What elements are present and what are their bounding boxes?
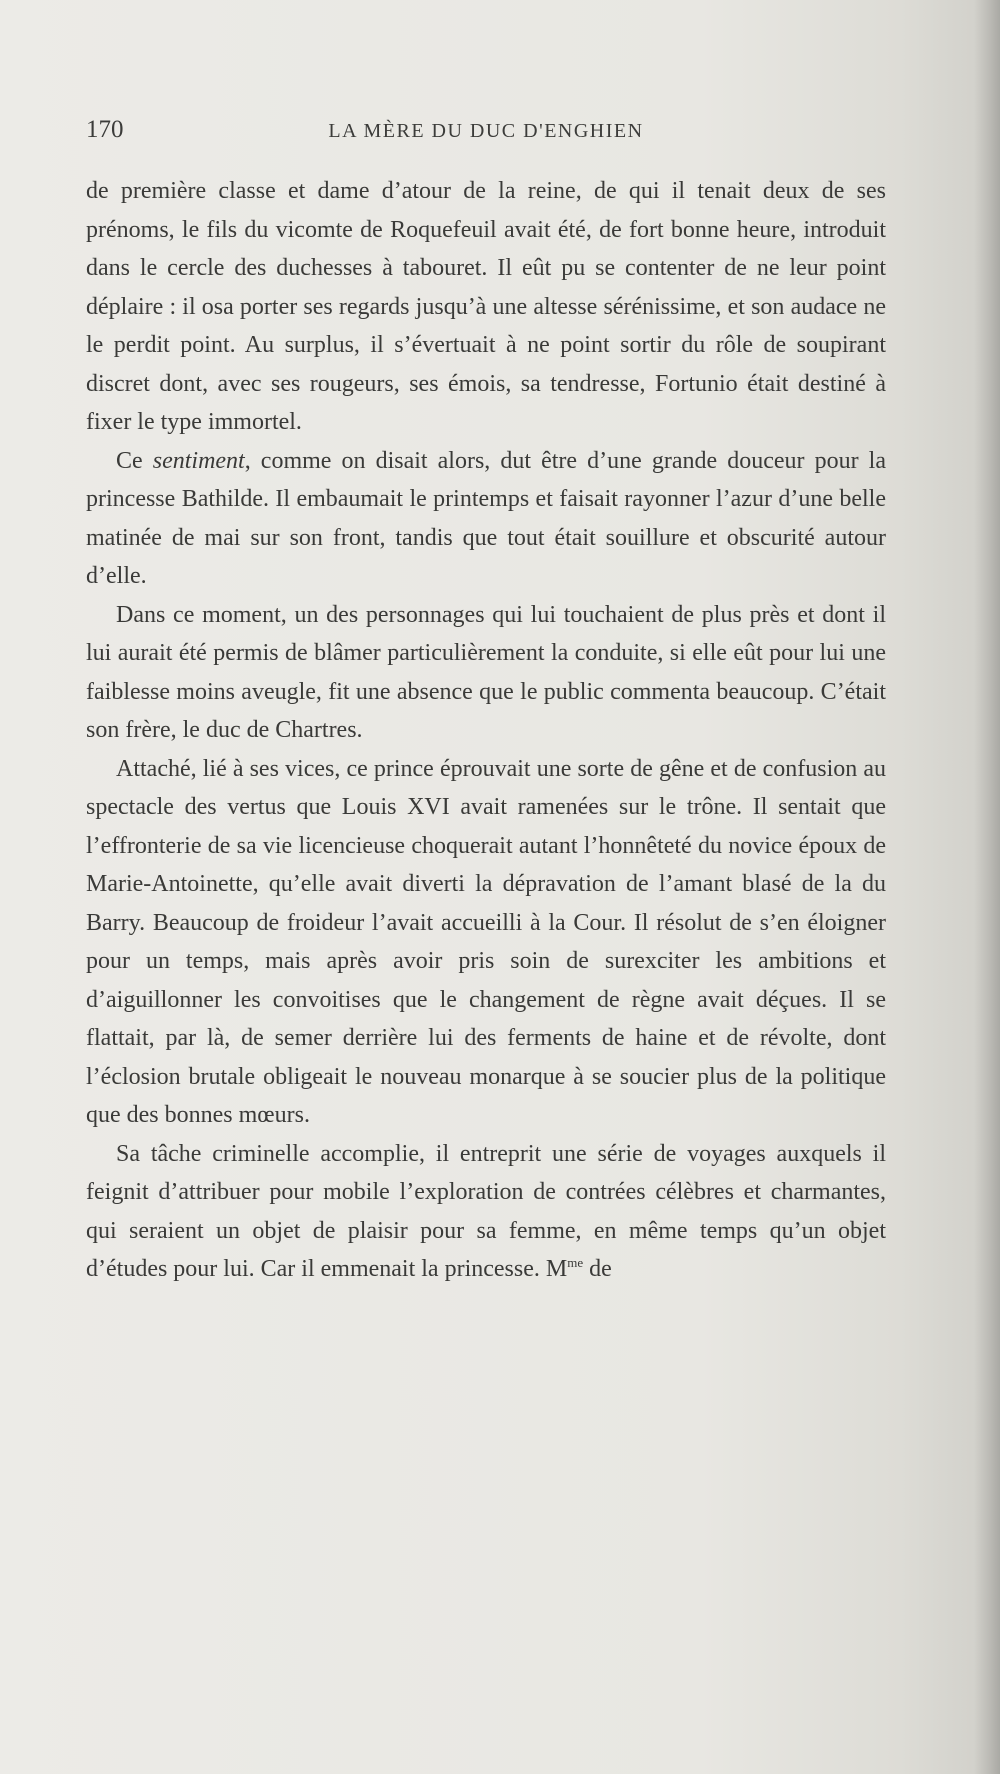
running-head: LA MÈRE DU DUC D'ENGHIEN — [328, 120, 644, 142]
italic-term: sentiment — [152, 447, 245, 474]
paragraph-text: Ce — [116, 447, 153, 474]
paragraph — [86, 442, 886, 596]
paragraph-text: Dans ce moment, un des personnages qui lui touchaient de plus près et dont il lui aurait été permis de blâmer particulièrement la conduite, si elle eût pour lui une faiblesse moins aveugle, fit une absence que le public commenta beaucoup. C’était son frère, le duc de Chartres. — [86, 601, 886, 743]
paragraph-text: Attaché, lié à ses vices, ce prince éprouvait une sorte de gêne et de confusion au spectacle des vertus que Louis XVI avait ramenées sur le trône. Il sentait que l’effronterie de sa vie licencieuse choquerait autant l’honnêteté du novice époux de Marie-Antoinette, qu’elle avait diverti la dépravation de l’amant blasé de la du Barry. Beaucoup de froideur l’avait accueilli à la Cour. Il résolut de s’en éloigner pour un temps, mais après avoir pris soin de surexciter les ambitions et d’aiguillonner les convoitises que le changement de règne avait déçues. Il se flattait, par là, de semer derrière lui des ferments de haine et de révolte, dont l’éclosion brutale obligeait le nouveau monarque à se soucier plus de la politique que des bonnes mœurs. — [86, 755, 886, 1128]
paragraph-text: , comme on disait alors, dut être d’une grande douceur pour la princesse Bathilde. Il embaumait le printemps et faisait rayonner l’azur d’une belle matinée de mai sur son front, tandis que tout était souillure et obscurité autour d’elle. — [86, 447, 886, 589]
paragraph-text: de — [583, 1256, 612, 1282]
paragraph-text: Sa tâche criminelle accomplie, il entreprit une série de voyages auxquels il feignit d’attribuer pour mobile l’exploration de contrées célèbres et charmantes, qui seraient un objet de plaisir pour sa femme, en même temps qu’un objet d’études pour lui. Car il emmenait la princesse. M — [86, 1140, 886, 1282]
paragraph — [86, 1135, 886, 1289]
page-header — [86, 116, 886, 156]
paragraph — [86, 596, 886, 750]
paragraph-text: de première classe et dame d’atour de la reine, de qui il tenait deux de ses prénoms, le fils du vicomte de Roquefeuil avait été, de fort bonne heure, introduit dans le cercle des duchesses à tabouret. Il eût pu se contenter de ne leur point déplaire : il osa porter ses regards jusqu’à une altesse sérénissime, et son audace ne le perdit point. Au surplus, il s’évertuait à ne point sortir du rôle de soupirant discret dont, avec ses rougeurs, ses émois, sa tendresse, Fortunio était destiné à fixer le type immortel. — [86, 178, 886, 435]
page-number: 170 — [86, 116, 124, 143]
superscript-abbreviation: me — [567, 1255, 584, 1270]
page-edge-shadow — [974, 0, 1000, 1774]
body-text — [86, 172, 886, 1289]
paragraph — [86, 750, 886, 1135]
paragraph — [86, 172, 886, 442]
